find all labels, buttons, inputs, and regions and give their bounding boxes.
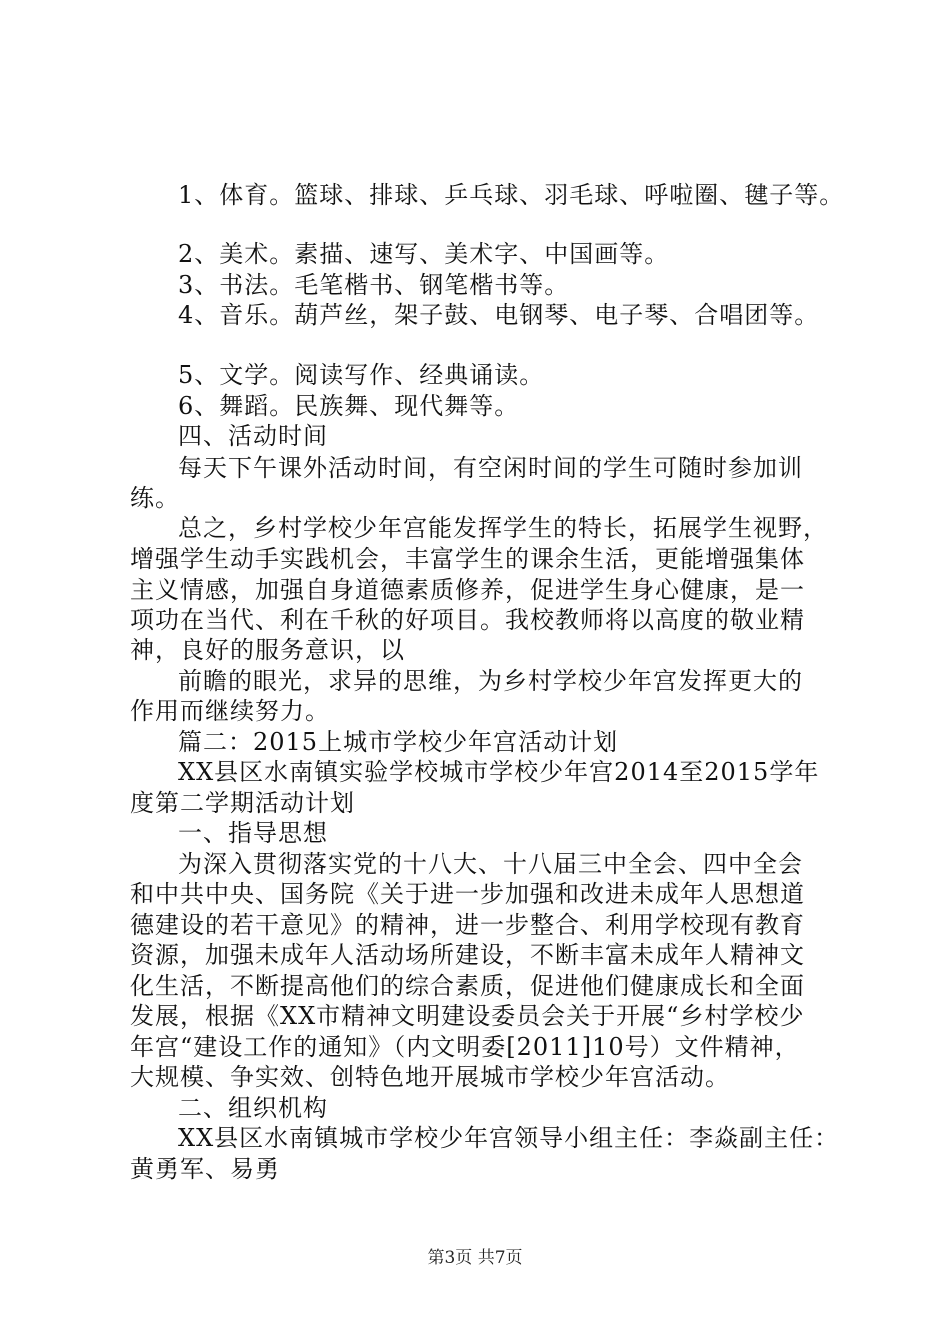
paragraph-line: 4、音乐。葫芦丝，架子鼓、电钢琴、电子琴、合唱团等。 xyxy=(178,301,820,329)
paragraph-line: 主义情感，加强自身道德素质修养，促进学生身心健康，是一 xyxy=(130,576,805,604)
paragraph-line: 黄勇军、易勇 xyxy=(130,1155,280,1183)
paragraph-line: 练。 xyxy=(130,484,180,512)
paragraph-line: 和中共中央、国务院《关于进一步加强和改进未成年人思想道 xyxy=(130,880,805,908)
paragraph-line: 1、体育。篮球、排球、乒乓球、羽毛球、呼啦圈、毽子等。 xyxy=(178,181,845,209)
section-heading: 篇二：2015上城市学校少年宫活动计划 xyxy=(178,728,619,756)
paragraph-line: 总之，乡村学校少年宫能发挥学生的特长，拓展学生视野， xyxy=(178,514,828,542)
section-heading: 四、活动时间 xyxy=(178,422,328,450)
paragraph-line: XX县区水南镇城市学校少年宫领导小组主任：李焱副主任： xyxy=(178,1124,840,1152)
paragraph-line: 年宫“建设工作的通知》（内文明委[2011]10号）文件精神， xyxy=(130,1033,800,1061)
paragraph-line: 增强学生动手实践机会，丰富学生的课余生活，更能增强集体 xyxy=(130,545,805,573)
paragraph-line: 德建设的若干意见》的精神，进一步整合、利用学校现有教育 xyxy=(130,911,805,939)
section-heading: 一、指导思想 xyxy=(178,819,328,847)
paragraph-line: 作用而继续努力。 xyxy=(130,697,330,725)
paragraph-line: XX县区水南镇实验学校城市学校少年宫2014至2015学年 xyxy=(178,758,820,786)
page-footer: 第3页 共7页 xyxy=(427,1248,523,1268)
paragraph-line: 6、舞蹈。民族舞、现代舞等。 xyxy=(178,392,520,420)
paragraph-line: 为深入贯彻落实党的十八大、十八届三中全会、四中全会 xyxy=(178,850,803,878)
paragraph-line: 化生活，不断提高他们的综合素质，促进他们健康成长和全面 xyxy=(130,972,805,1000)
paragraph-line: 神，良好的服务意识，以 xyxy=(130,636,405,664)
paragraph-line: 2、美术。素描、速写、美术字、中国画等。 xyxy=(178,240,670,268)
paragraph-line: 3、书法。毛笔楷书、钢笔楷书等。 xyxy=(178,271,570,299)
paragraph-line: 前瞻的眼光，求异的思维，为乡村学校少年宫发挥更大的 xyxy=(178,667,803,695)
paragraph-line: 资源，加强未成年人活动场所建设，不断丰富未成年人精神文 xyxy=(130,941,805,969)
paragraph-line: 5、文学。阅读写作、经典诵读。 xyxy=(178,361,545,389)
section-heading: 二、组织机构 xyxy=(178,1094,328,1122)
paragraph-line: 发展，根据《XX市精神文明建设委员会关于开展“乡村学校少 xyxy=(130,1002,805,1030)
paragraph-line: 大规模、争实效、创特色地开展城市学校少年宫活动。 xyxy=(130,1063,730,1091)
paragraph-line: 项功在当代、利在千秋的好项目。我校教师将以高度的敬业精 xyxy=(130,606,805,634)
paragraph-line: 度第二学期活动计划 xyxy=(130,789,355,817)
paragraph-line: 每天下午课外活动时间，有空闲时间的学生可随时参加训 xyxy=(178,454,803,482)
